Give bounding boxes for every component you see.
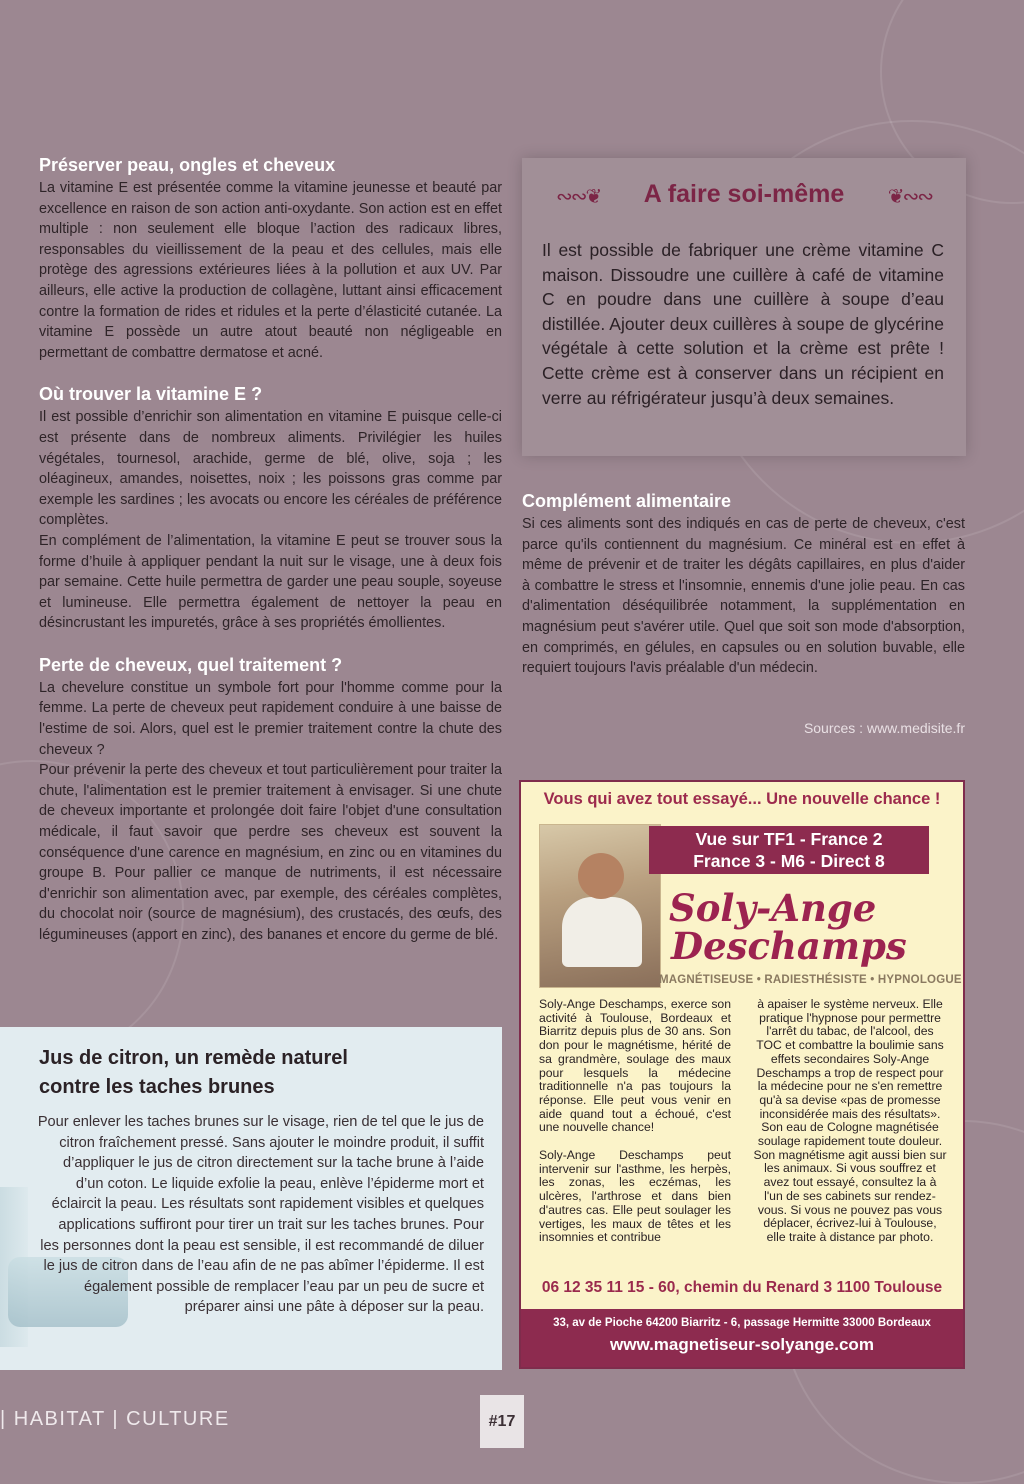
ad-name-last: Deschamps <box>671 924 907 968</box>
flourish-right-icon: ❦∾∾ <box>887 186 932 208</box>
ad-col2-para1: à apaiser le système nerveux. Elle pratique l'hypnose pour permettre l'arrêt du tabac, de l'alcool, des TOC et combattre la boulimie sans effets secondaires Soly-Ange Deschamps a trop de respect pour la médecine pour ne s'en remettre qu'à sa devise «pas de promesse inconsidérée mais des résultats». Son eau de Cologne magnétisée soulage rapidement toute douleur. Son magnétisme agit aussi bien sur les animaux. Si vous souffrez et avez tout essayé, consultez la à l'un de ses cabinets sur rendez-vous. Si vous ne pouvez pas vous déplacer, écrivez-lui à Toulouse, elle traite à distance par photo. <box>753 997 947 1244</box>
lemon-box <box>0 1027 502 1370</box>
photo-figure-body <box>562 897 642 967</box>
ad-headline: Vous qui avez tout essayé... Une nouvelle chance ! <box>543 790 941 808</box>
section-text-sources-1: Il est possible d’enrichir son alimentation en vitamine E puisque celle-ci est présente dans de nombreux aliments. Privilégier les huiles végétales, tournesol, arachide, germe de blé, olive, soja ; les oléagineux, amandes, noisettes, noix ; les poissons gras comme par exemple les sardines ; les avocats ou encore les céréales de préférence complètes. <box>39 409 502 529</box>
footer-section-nav: | HABITAT | CULTURE <box>0 1408 230 1430</box>
section-title-sources: Où trouver la vitamine E ? <box>39 384 263 405</box>
section-text-hairloss-1: La chevelure constitue un symbole fort pour l'homme comme pour la femme. La perte de cheveux peut rapidement conduire à une baisse de l'estime de soi. Alors, quel est le premier traitement contre la chute des cheveux ? <box>39 679 502 758</box>
ad-addresses: 33, av de Pioche 64200 Biarritz - 6, passage Hermitte 33000 Bordeaux <box>553 1317 931 1329</box>
section-title-skin: Préserver peau, ongles et cheveux <box>39 155 336 175</box>
lemon-title-line2: contre les taches brunes <box>39 1076 275 1098</box>
ad-footer <box>521 1309 963 1367</box>
section-text-sources-2: En complément de l’alimentation, la vitamine E peut se trouver sous la forme d’huile à appliquer pendant la nuit sur le visage, une à deux fois par semaine. Cette huile permettra de garder une peau souple, soyeuse et lumineuse. Elle permettra également de nettoyer la peau en désincrustant les impuretés, grâce à ses propriétés émollientes. <box>39 532 502 632</box>
ad-tv-line2: France 3 - M6 - Direct 8 <box>693 851 885 871</box>
lemon-title-line1: Jus de citron, un remède naturel <box>39 1047 348 1069</box>
ad-portrait-photo <box>539 824 661 988</box>
section-title-supplement: Complément alimentaire <box>522 491 732 511</box>
ad-tv-banner <box>649 826 929 874</box>
lemon-title <box>39 1044 348 1102</box>
section-text-skin: La vitamine E est présentée comme la vitamine jeunesse et beauté par excellence en raison de son action anti-oxydante. Son action est en effet multiple : non seulement elle bloque l’action des radicaux libres, responsables du vieillissement de la peau et des cellules, mais elle protège des agressions extérieures liées à la pollution et aux UV. Par ailleurs, elle active la production de collagène, luttant ainsi efficacement contre la formation de rides et ridules et la perte d’élasticité cutanée. La vitamine E possède un autre atout beauté non négligeable en permettant de combattre dermatose et acné. <box>39 180 502 361</box>
left-column <box>39 154 502 946</box>
flourish-left-icon: ∾∾❦ <box>556 186 601 208</box>
section-title-hairloss: Perte de cheveux, quel traitement ? <box>39 654 343 675</box>
sources-note: Sources : www.medisite.fr <box>803 720 965 736</box>
lemon-text: Pour enlever les taches brunes sur le visage, rien de tel que le jus de citron fraîchement pressé. Sans ajouter le moindre produit, il suffit d’appliquer le jus de citron directement sur la tache brune à l’aide d’un coton. Le liquide exfolie la peau, enlève l’épiderme mort et éclaircit la peau. Les résultats sont rapidement visibles et quelques applications suffiront pour tirer un trait sur les taches brunes. Pour les personnes dont la peau est sensible, il est recommandé de diluer le jus de citron dans de l’eau afin de ne pas abîmer l’épiderme. Il est également possible de remplacer l’eau par un peu de sucre et préparer ainsi une pâte à déposer sur la peau. <box>37 1114 484 1316</box>
ad-column-1 <box>539 998 731 1259</box>
section-text-hairloss-2: Pour prévenir la perte des cheveux et tout particulièrement pour traiter la chute, l'alimentation est le premier traitement à envisager. Si une chute de cheveux importante et prolongée doit faire l'objet d'une consultation médicale, il faut savoir que perdre ses cheveux est souvent la conséquence d'une carence en magnésium, en zinc ou en vitamines du groupe B. Pour pallier ce manque de nutriments, il est nécessaire d'enrichir son alimentation avec, par exemple, des céréales complètes, du chocolat noir (source de magnésium), des crustacés, des œufs, des légumineuses (apport en zinc), des bananes et encore du germe de blé. <box>39 762 502 943</box>
ad-name-first: Soly-Ange <box>669 886 877 930</box>
ad-column-2 <box>753 998 947 1259</box>
ad-phone-address: 06 12 35 11 15 - 60, chemin du Renard 3 1100 Toulouse <box>541 1279 943 1296</box>
right-column <box>522 490 965 679</box>
photo-figure-head <box>578 853 624 899</box>
ad-col1-para1: Soly-Ange Deschamps, exerce son activité à Toulouse, Bordeaux et Biarritz depuis plus de 30 ans. Son don pour le magnétisme, hérité de sa grandmère, soulage des maux pour lesquels la médecine traditionnelle n'a pas toujours la réponse. Elle peut vous venir en aide quand tout a échoué, c'est une nouvelle chance! <box>539 997 731 1135</box>
ad-col1-para2: Soly-Ange Deschamps peut intervenir sur l'asthme, les herpès, les zonas, les eczémas, les ulcères, l'arthrose et dans bien d'autres cas. Elle peut soulager les vertiges, les maux de têtes et les insomnies et contribue <box>539 1148 731 1245</box>
diy-title: A faire soi-même <box>643 180 845 208</box>
ad-tv-line1: Vue sur TF1 - France 2 <box>695 829 883 849</box>
ad-website-link[interactable]: www.magnetiseur-solyange.com <box>610 1335 874 1354</box>
ad-roles: MAGNÉTISEUSE • RADIESTHÉSISTE • HYPNOLOGUE <box>659 974 962 986</box>
page-number: #17 <box>480 1395 524 1448</box>
diy-text: Il est possible de fabriquer une crème vitamine C maison. Dissoudre une cuillère à café de vitamine C en poudre dans une cuillère à soupe d’eau distillée. Ajouter deux cuillères à soupe de glycérine végétale à cette solution et la crème est prête ! Cette crème est à conserver dans un récipient en verre au réfrigérateur jusqu’à deux semaines. <box>542 240 944 408</box>
section-text-supplement: Si ces aliments sont des indiqués en cas de perte de cheveux, c'est parce qu'ils contiennent du magnésium. Ce minéral est en effet à même de prévenir et de traiter les dégâts capillaires, en plus d'aider à combattre le stress et l'insomnie, ennemis d'une jolie peau. En cas d'alimentation déséquilibrée notamment, la supplémentation en magnésium peut s'avérer utile. Quel que soit son mode d'absorption, en comprimés, en gélules, en capsules ou en solution buvable, elle requiert toujours l'avis préalable d'un médecin. <box>522 516 965 677</box>
diy-box <box>522 158 966 456</box>
advertisement <box>519 780 965 1369</box>
